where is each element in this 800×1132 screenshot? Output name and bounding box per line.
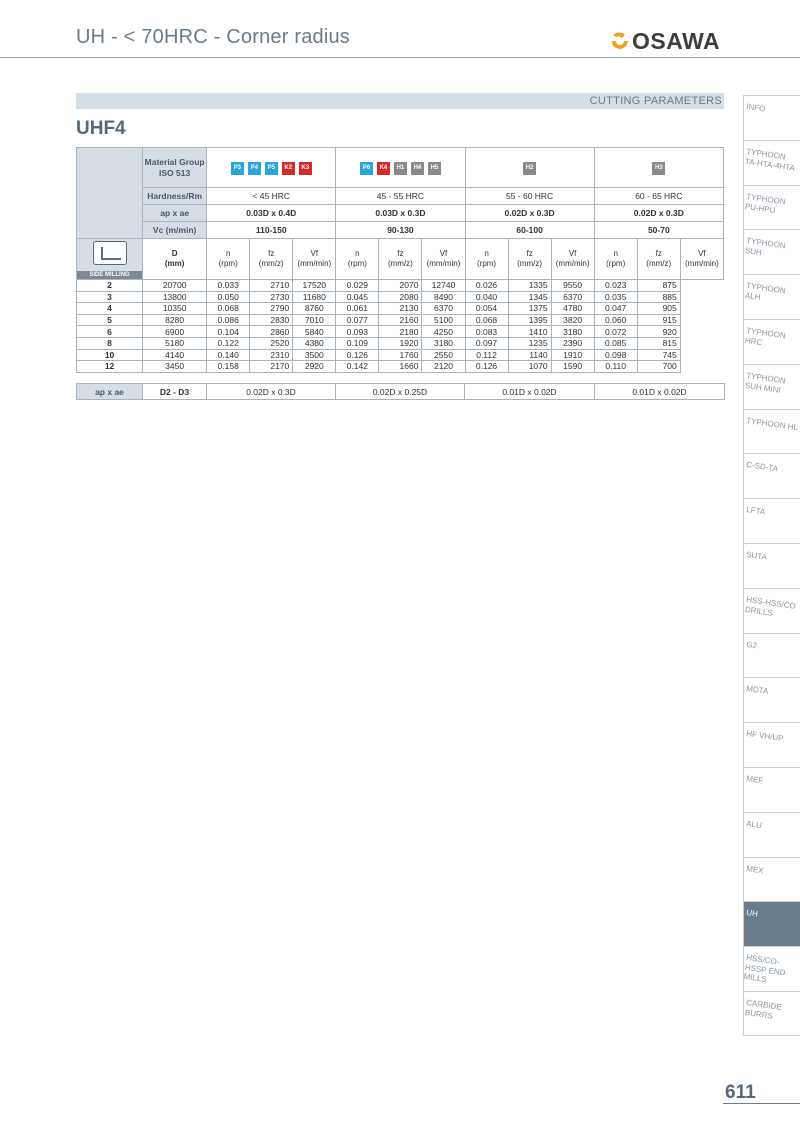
apae-label: ap x ae	[143, 205, 207, 222]
table-cell: 3500	[293, 349, 336, 361]
hardness-value: 55 - 60 HRC	[465, 188, 594, 205]
table-cell: 745	[637, 349, 680, 361]
material-chip: H4	[411, 162, 424, 175]
col-head-diameter: D (mm)	[143, 239, 207, 280]
side-tab[interactable]	[743, 95, 800, 140]
table-cell: 6370	[551, 291, 594, 303]
table-cell: 0.035	[594, 291, 637, 303]
footer-apae-label: ap x ae	[77, 384, 143, 400]
side-tab[interactable]	[743, 229, 800, 274]
brand-name: OSAWA	[632, 27, 721, 54]
side-tab-label: ALU	[745, 818, 763, 830]
side-tab-label: MEF	[745, 773, 764, 786]
side-tab-nav	[743, 95, 800, 1036]
hardness-value: 60 - 65 HRC	[594, 188, 723, 205]
table-cell: 2120	[422, 361, 465, 373]
table-cell: 1375	[508, 303, 551, 315]
table-cell: 0.126	[465, 361, 508, 373]
table-cell: 1910	[551, 349, 594, 361]
hardness-value: < 45 HRC	[207, 188, 336, 205]
cutting-parameters-table	[76, 147, 724, 373]
table-row	[77, 326, 724, 338]
diameter-cell: 12	[77, 361, 143, 373]
table-cell: 3450	[143, 361, 207, 373]
material-chip: K2	[282, 162, 295, 175]
table-cell: 3180	[551, 326, 594, 338]
diameter-cell: 4	[77, 303, 143, 315]
table-cell: 4380	[293, 337, 336, 349]
table-cell: 4140	[143, 349, 207, 361]
diameter-cell: 3	[77, 291, 143, 303]
col-head: Vf (mm/min)	[422, 239, 465, 280]
table-cell: 815	[637, 337, 680, 349]
table-cell: 1920	[379, 337, 422, 349]
diameter-cell: 6	[77, 326, 143, 338]
table-cell: 700	[637, 361, 680, 373]
diameter-cell: 2	[77, 280, 143, 292]
table-cell: 2390	[551, 337, 594, 349]
material-chip: H5	[428, 162, 441, 175]
diameter-cell: 8	[77, 337, 143, 349]
table-cell: 0.098	[594, 349, 637, 361]
side-tab-label: MDTA	[745, 684, 769, 697]
side-tab[interactable]	[743, 946, 800, 991]
footer-value: 0.01D x 0.02D	[465, 384, 595, 400]
table-cell: 8760	[293, 303, 336, 315]
table-cell: 0.068	[465, 314, 508, 326]
side-tab[interactable]	[743, 498, 800, 543]
table-cell: 875	[637, 280, 680, 292]
table-cell: 2160	[379, 314, 422, 326]
footer-range: D2 - D3	[143, 384, 207, 400]
col-head: fz (mm/z)	[379, 239, 422, 280]
side-tab-label: UH	[745, 908, 759, 919]
header-divider	[0, 57, 800, 58]
table-cell: 8280	[143, 314, 207, 326]
table-cell: 0.140	[207, 349, 250, 361]
vc-label: Vc (m/min)	[143, 222, 207, 239]
side-tab-label: HSS-HSS/CO DRILLS	[744, 594, 797, 617]
table-cell: 0.060	[594, 314, 637, 326]
table-cell: 2180	[379, 326, 422, 338]
footer-value: 0.02D x 0.25D	[336, 384, 465, 400]
material-chip: K4	[377, 162, 390, 175]
table-cell: 20700	[143, 280, 207, 292]
table-cell: 2710	[250, 280, 293, 292]
table-cell: 0.072	[594, 326, 637, 338]
table-cell: 1345	[508, 291, 551, 303]
apae-value: 0.03D x 0.4D	[207, 205, 336, 222]
table-cell: 0.040	[465, 291, 508, 303]
table-cell: 0.061	[336, 303, 379, 315]
table-cell: 915	[637, 314, 680, 326]
footer-value: 0.01D x 0.02D	[595, 384, 725, 400]
table-cell: 10350	[143, 303, 207, 315]
side-tab[interactable]	[743, 857, 800, 902]
table-cell: 4250	[422, 326, 465, 338]
side-tab[interactable]	[743, 901, 800, 946]
material-chip: K3	[299, 162, 312, 175]
table-cell: 2070	[379, 280, 422, 292]
table-cell: 3180	[422, 337, 465, 349]
material-group-4	[594, 148, 723, 188]
col-head: n (rpm)	[207, 239, 250, 280]
side-tab[interactable]	[743, 722, 800, 767]
col-head: fz (mm/z)	[637, 239, 680, 280]
material-chip: H3	[652, 162, 665, 175]
table-cell: 2790	[250, 303, 293, 315]
table-cell: 1335	[508, 280, 551, 292]
table-cell: 5100	[422, 314, 465, 326]
table-cell: 0.083	[465, 326, 508, 338]
side-tab[interactable]	[743, 633, 800, 678]
table-row	[77, 361, 724, 373]
table-row	[77, 291, 724, 303]
material-group-3	[465, 148, 594, 188]
side-tab[interactable]	[743, 767, 800, 812]
apae-value: 0.02D x 0.3D	[465, 205, 594, 222]
side-tab[interactable]	[743, 543, 800, 588]
side-tab[interactable]	[743, 812, 800, 857]
table-cell: 17520	[293, 280, 336, 292]
table-cell: 1395	[508, 314, 551, 326]
table-cell: 2920	[293, 361, 336, 373]
vc-value: 110-150	[207, 222, 336, 239]
table-cell: 6370	[422, 303, 465, 315]
diameter-cell: 10	[77, 349, 143, 361]
table-cell: 2520	[250, 337, 293, 349]
col-head: fz (mm/z)	[250, 239, 293, 280]
table-cell: 12740	[422, 280, 465, 292]
side-tab-label: MEX	[745, 863, 765, 875]
table-cell: 0.033	[207, 280, 250, 292]
side-tab[interactable]	[743, 185, 800, 230]
table-row	[77, 280, 724, 292]
table-cell: 0.158	[207, 361, 250, 373]
side-tab-label: LFTA	[745, 505, 766, 517]
side-tab[interactable]	[743, 588, 800, 633]
hardness-label: Hardness/Rm	[143, 188, 207, 205]
table-cell: 1590	[551, 361, 594, 373]
table-cell: 2830	[250, 314, 293, 326]
footer-value: 0.02D x 0.3D	[207, 384, 336, 400]
page-number-rule	[723, 1103, 800, 1104]
hardness-value: 45 - 55 HRC	[336, 188, 465, 205]
table-cell: 9550	[551, 280, 594, 292]
material-group-1	[207, 148, 336, 188]
side-blank-cell	[77, 148, 143, 239]
table-cell: 0.077	[336, 314, 379, 326]
side-tab-label: TYPHOON SUH MINI	[744, 370, 787, 395]
table-cell: 0.068	[207, 303, 250, 315]
table-cell: 2310	[250, 349, 293, 361]
table-cell: 2860	[250, 326, 293, 338]
side-tab[interactable]	[743, 991, 800, 1036]
side-tab[interactable]	[743, 140, 800, 185]
table-cell: 0.093	[336, 326, 379, 338]
table-cell: 0.104	[207, 326, 250, 338]
side-tab-label: TYPHOON PU-HPU	[744, 191, 787, 215]
side-tab-label: TYPHOON TA-HTA-4HTA	[744, 146, 796, 173]
table-row	[77, 349, 724, 361]
table-cell: 2730	[250, 291, 293, 303]
table-row	[77, 314, 724, 326]
material-group-2	[336, 148, 465, 188]
table-cell: 0.026	[465, 280, 508, 292]
table-cell: 0.109	[336, 337, 379, 349]
material-chip: P6	[360, 162, 373, 175]
apae-value: 0.03D x 0.3D	[336, 205, 465, 222]
table-cell: 3820	[551, 314, 594, 326]
material-chip: P4	[248, 162, 261, 175]
table-cell: 11680	[293, 291, 336, 303]
osawa-logo-icon	[610, 31, 630, 51]
side-tab-label: TYPHOON SUH	[744, 236, 787, 258]
table-cell: 0.023	[594, 280, 637, 292]
table-cell: 8490	[422, 291, 465, 303]
side-tab-label: TYPHOON ALH	[744, 281, 787, 302]
apae-value: 0.02D x 0.3D	[594, 205, 723, 222]
table-cell: 13800	[143, 291, 207, 303]
side-tab-label: C-SD-TA	[745, 460, 779, 474]
product-code: UHF4	[76, 118, 126, 139]
col-head: Vf (mm/min)	[551, 239, 594, 280]
table-cell: 0.142	[336, 361, 379, 373]
table-row	[77, 303, 724, 315]
table-cell: 0.054	[465, 303, 508, 315]
page-number: 611	[725, 1082, 756, 1103]
table-cell: 0.085	[594, 337, 637, 349]
col-head: Vf (mm/min)	[293, 239, 336, 280]
table-cell: 0.086	[207, 314, 250, 326]
section-band	[76, 93, 724, 109]
side-tab-label: HSS/CO-HSSP END MILLS	[743, 953, 787, 985]
table-cell: 905	[637, 303, 680, 315]
table-cell: 1760	[379, 349, 422, 361]
table-cell: 0.029	[336, 280, 379, 292]
table-cell: 1660	[379, 361, 422, 373]
page-header-title: UH - < 70HRC - Corner radius	[76, 26, 351, 48]
table-cell: 2130	[379, 303, 422, 315]
table-cell: 4780	[551, 303, 594, 315]
table-row	[77, 337, 724, 349]
material-chip: P5	[265, 162, 278, 175]
table-cell: 0.047	[594, 303, 637, 315]
side-tab-label: TYPHOON HL	[745, 415, 799, 432]
table-cell: 0.050	[207, 291, 250, 303]
side-milling-label: SIDE MILLING	[77, 271, 142, 279]
material-group-label: Material Group ISO 513	[143, 148, 207, 188]
table-cell: 6900	[143, 326, 207, 338]
side-tab-label: CARBIDE BURRS	[744, 997, 783, 1021]
section-label: CUTTING PARAMETERS	[589, 95, 722, 107]
col-head: n (rpm)	[594, 239, 637, 280]
table-cell: 0.126	[336, 349, 379, 361]
table-cell: 1235	[508, 337, 551, 349]
footer-table	[76, 383, 725, 400]
vc-value: 90-130	[336, 222, 465, 239]
brand-logo	[610, 28, 720, 54]
side-tab[interactable]	[743, 453, 800, 498]
table-cell: 2550	[422, 349, 465, 361]
side-milling-icon	[93, 241, 127, 265]
side-tab-label: G2	[745, 639, 758, 650]
side-milling-cell	[77, 239, 143, 280]
table-cell: 1070	[508, 361, 551, 373]
material-chip: P3	[231, 162, 244, 175]
vc-value: 60-100	[465, 222, 594, 239]
side-tab-label: SUTA	[745, 549, 768, 562]
table-cell: 2080	[379, 291, 422, 303]
table-cell: 920	[637, 326, 680, 338]
side-tab-label: TYPHOON HRC	[744, 325, 787, 347]
side-tab[interactable]	[743, 364, 800, 409]
side-tab[interactable]	[743, 274, 800, 319]
table-cell: 885	[637, 291, 680, 303]
col-head: Vf (mm/min)	[680, 239, 723, 280]
table-cell: 1140	[508, 349, 551, 361]
table-cell: 5180	[143, 337, 207, 349]
side-tab[interactable]	[743, 409, 800, 454]
table-cell: 5840	[293, 326, 336, 338]
table-cell: 0.110	[594, 361, 637, 373]
material-chip: H2	[523, 162, 536, 175]
side-tab-label: INFO	[745, 102, 766, 114]
table-cell: 0.097	[465, 337, 508, 349]
side-tab[interactable]	[743, 677, 800, 722]
side-tab[interactable]	[743, 319, 800, 364]
side-tab-label: HF VH/UP	[745, 729, 784, 744]
table-cell: 2170	[250, 361, 293, 373]
col-head: n (rpm)	[336, 239, 379, 280]
table-cell: 0.122	[207, 337, 250, 349]
table-cell: 1410	[508, 326, 551, 338]
col-head: fz (mm/z)	[508, 239, 551, 280]
material-chip: H1	[394, 162, 407, 175]
col-head: n (rpm)	[465, 239, 508, 280]
table-cell: 0.112	[465, 349, 508, 361]
diameter-cell: 5	[77, 314, 143, 326]
table-cell: 7010	[293, 314, 336, 326]
table-cell: 0.045	[336, 291, 379, 303]
vc-value: 50-70	[594, 222, 723, 239]
